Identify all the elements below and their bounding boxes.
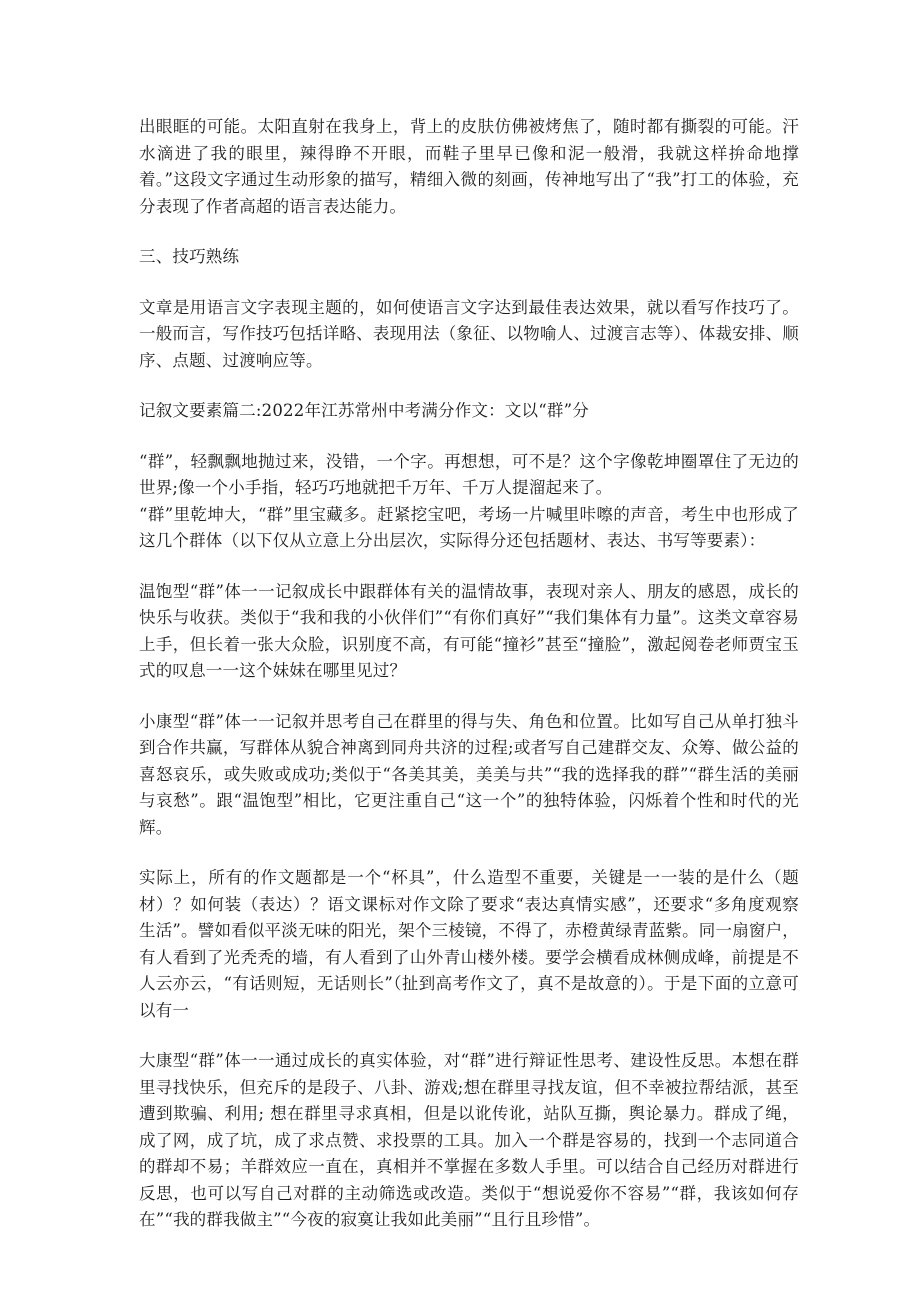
article-title-essay-two: 记叙文要素篇二:2022年江苏常州中考满分作文：文以“群”分: [139, 401, 589, 420]
section-heading-skills: 三、技巧熟练: [139, 247, 240, 266]
paragraph-wenbao-type: 温饱型“群”体一一记叙成长中跟群体有关的温情故事，表现对亲人、朋友的感恩，成长的快乐与收获。类似于“我和我的小伙伴们”“有你们真好”“我们集体有力量”。这类文章容易上手，但长着一张大众脸，识别度不高，有可能“撞衫”甚至“撞脸”，激起阅卷老师贾宝玉式的叹息一一这个妹妹在哪里见过？: [139, 581, 799, 680]
paragraph-labor-description: 出眼眶的可能。太阳直射在我身上，背上的皮肤仿佛被烤焦了，随时都有撕裂的可能。汗水滴进了我的眼里，辣得睁不开眼，而鞋子里早已像和泥一般滑，我就这样拚命地撑着。”这段文字通过生动形象的描写，精细入微的刻画，传神地写出了“我”打工的体验，充分表现了作者高超的语言表达能力。: [139, 117, 799, 216]
paragraph-cup-metaphor: 实际上，所有的作文题都是一个“杯具”，什么造型不重要，关键是一一装的是什么（题材）？如何装（表达）？语文课标对作文除了要求“表达真情实感”，还要求“多角度观察生活”。譬如看似平淡无味的阳光，架个三棱镜，不得了，赤橙黄绿青蓝紫。同一扇窗户，有人看到了光秃秃的墙，有人看到了山外青山楼外楼。要学会横看成林侧成峰，前提是不人云亦云，“有话则短，无话则长”（扯到高考作文了，真不是故意的）。于是下面的立意可以有一: [139, 868, 799, 1020]
document-body: [139, 114, 799, 1234]
paragraph-writing-skills: 文章是用语言文字表现主题的，如何使语言文字达到最佳表达效果，就以看写作技巧了。一般而言，写作技巧包括详略、表现用法（象征、以物喻人、过渡言志等）、体裁安排、顺序、点题、过渡响应等。: [139, 297, 799, 370]
paragraph-dakang-type: 大康型“群”体一一通过成长的真实体验，对“群”进行辩证性思考、建设性反思。本想在群里寻找快乐，但充斥的是段子、八卦、游戏;想在群里寻找友谊，但不幸被拉帮结派，甚至遭到欺骗、利用; 想在群里寻求真相，但是以讹传讹，站队互撕，舆论暴力。群成了绳，成了网，成了坑，成了求点赞、求投票的工具。加入一个群是容易的，找到一个志同道合的群却不易；羊群效应一直在，真相并不掌握在多数人手里。可以结合自己经历对群进行反思，也可以写自己对群的主动筛选或改造。类似于“想说爱你不容易”“群，我该如何存在”“我的群我做主”“今夜的寂寞让我如此美丽”“且行且珍惜”。: [139, 1051, 799, 1229]
paragraph-xiaokang-type: 小康型“群”体一一记叙并思考自己在群里的得与失、角色和位置。比如写自己从单打独斗到合作共赢，写群体从貌合神离到同舟共济的过程;或者写自己建群交友、众筹、做公益的喜怒哀乐，或失败或成功;类似于“各美其美，美美与共”“我的选择我的群”“群生活的美丽与哀愁”。跟“温饱型”相比，它更注重自己“这一个”的独特体验，闪烁着个性和时代的光辉。: [139, 711, 799, 837]
paragraph-qun-intro: “群”，轻飘飘地抛过来，没错，一个字。再想想，可不是？这个字像乾坤圈罩住了无边的世界;像一个小手指，轻巧巧地就把千万年、千万人提溜起来了。: [139, 451, 799, 497]
paragraph-qun-treasure: “群”里乾坤大，“群”里宝藏多。赶紧挖宝吧，考场一片喊里咔嚓的声音，考生中也形成了这几个群体（以下仅从立意上分出层次，实际得分还包括题材、表达、书写等要素）：: [139, 504, 799, 550]
